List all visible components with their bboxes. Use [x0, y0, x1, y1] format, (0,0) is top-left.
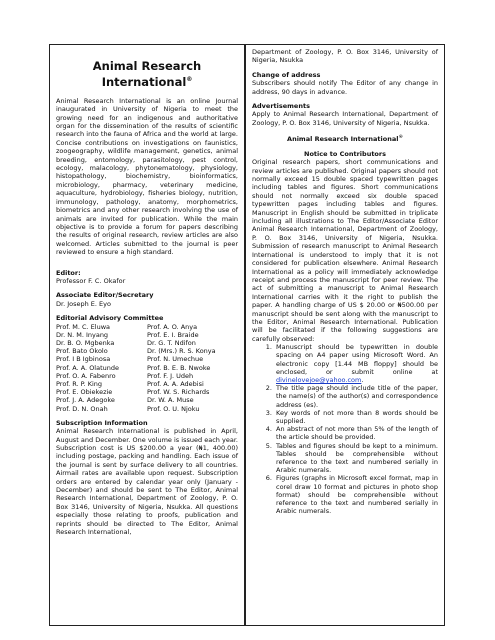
advertisements-heading: Advertisements	[252, 102, 310, 111]
list-item	[274, 343, 438, 384]
email-link[interactable]: divinelovejoe@yahoo.com	[276, 375, 362, 384]
committee-member: Prof. A. A. Olatunde	[56, 363, 120, 372]
notice-text: Original research papers, short communications and review articles are published. Original papers should not normally exceed 15 double spaced typewritten pages including tables and figures. Short communications should not normally exceed six double spaced typewritten pages including tables and figures. Manuscript in English should be submitted in triplicate including all illustrations to The Editor/Associate Editor Animal Research International, Department of Zoology, P. O. Box 3146, University of Nigeria, Nsukka. Submission of research manuscript to Animal Research International is understood to imply that it is not considered for publication elsewhere. Animal Research International as a policy will immediately acknowledge receipt and process the manuscript for peer review. The act of submitting a manuscript to Animal Research International carries with it the right to publish the paper. A handling charge of US $ 20.00 or ₦500.00 per manuscript should be sent along with the manuscript to the Editor, Animal Research International. Publication will be facilitated if the following suggestions are carefully observed:	[252, 158, 438, 343]
associate-editor-heading: Associate Editor/Secretary	[56, 291, 154, 300]
item-1-text: Manuscript should be typewritten in double spacing on A4 paper using Microsoft Word. An electronic copy [1.44 MB floppy] should be enclosed, or submit online at	[276, 343, 438, 376]
committee-heading: Editorial Advisory Committee	[56, 314, 164, 323]
suggestions-list	[252, 343, 438, 515]
left-column	[49, 44, 245, 626]
committee-member: Dr. W. A. Muse	[147, 396, 194, 405]
registered-mark: ®	[186, 76, 193, 83]
committee-member: Prof. A. O. Anya	[147, 322, 198, 331]
intro-paragraph: Animal Research International is an online Journal inaugurated in University of Nigeria to meet the growing need for an indigenous and authoritative organ for the dissemination of the results of scientific research into the fauna of Africa and the world at large. Concise contributions on investigations on faunistics, zoogeography, wildlife management, genetics, animal breeding, entomology, parasitology, pest control, ecology, malacology, phytonematology, physiology, histopathology, biochemistry, bioinformatics, microbiology, pharmacy, veterinary medicine, aquaculture, hydrobiology, fisheries biology, nutrition, immunology, pathology, anatomy, morphometrics, biometrics and any other research involving the use of animals are invited for publication. While the main objective is to provide a forum for papers describing the results of original research, review articles are also welcomed. Articles submitted to the journal is peer reviewed to ensure a high standard.	[56, 96, 238, 257]
list-item: 4. An abstract of not more than 5% of the length of the article should be provided.	[274, 425, 438, 441]
associate-editor-name: Dr. Joseph E. Eyo	[56, 299, 111, 308]
list-item: 3. Key words of not more than 8 words should be supplied.	[274, 409, 438, 425]
committee-member: Prof. E. I. Braide	[147, 330, 199, 339]
committee-member: Prof. B. E. B. Nwoke	[147, 363, 211, 372]
committee-member: Prof. D. N. Onah	[56, 404, 108, 413]
right-column	[245, 44, 445, 626]
committee-member: Prof. F. J. Udeh	[147, 371, 194, 380]
change-of-address-heading: Change of address	[252, 70, 321, 79]
change-of-address-text: Subscribers should notify The Editor of any change in address, 90 days in advance.	[252, 79, 438, 96]
committee-member: Prof. R. P. King	[56, 380, 103, 388]
committee-member: Prof. E. Obiekezie	[56, 388, 113, 397]
notice-heading: Notice to Contributors	[304, 149, 386, 158]
list-item: 5. Tables and figures should be kept to a minimum. Tables should be comprehensible without reference to the text and numbered serially in Arabic numerals.	[274, 442, 438, 475]
journal-name: Animal Research International	[287, 135, 399, 144]
committee-member: Prof. M. C. Eluwa	[56, 322, 111, 331]
committee-member: Dr. N. M. Inyang	[56, 330, 109, 339]
committee-member: Prof. O. A. Fabenro	[56, 371, 116, 380]
committee-member: Prof. A. A. Adebisi	[147, 380, 204, 388]
journal-title	[56, 59, 238, 89]
committee-list	[56, 323, 238, 413]
journal-name-heading	[252, 134, 438, 144]
item-1-end: .	[361, 375, 364, 384]
continued-address: Department of Zoology, P. O. Box 3146, University of Nigeria, Nsukka	[252, 48, 438, 65]
subscription-text: Animal Research International is published in April, August and December. One volume is issued each year. Subscription cost is US $200.00 a year (₦1, 400.00) including postage, packing and handling. Each issue of the journal is sent by surface delivery to all countries. Airmail rates are available upon request. Subscription orders are entered by calendar year only (January - December) and should be sent to The Editor, Animal Research International, Department of Zoology, P. O. Box 3146, University of Nigeria, Nsukka. All questions especially those relating to proofs, publication and reprints should be directed to The Editor, Animal Research International,	[56, 427, 238, 537]
list-item: 6. Figures (graphs in Microsoft excel format, map in corel draw 10 format and pictures in photo shop format) should be comprehensible without reference to the text and numbered serially in Arabic numerals.	[274, 474, 438, 515]
committee-member: Dr. (Mrs.) R. S. Konya	[147, 347, 216, 356]
editor-heading: Editor:	[56, 268, 81, 277]
committee-member: Dr. B. O. Mgbenka	[56, 338, 115, 347]
title-line-2: International	[101, 74, 187, 89]
title-line-1: Animal Research	[92, 59, 202, 73]
advertisements-text: Apply to Animal Research International, Department of Zoology, P. O. Box 3146, University of Nigeria, Nsukka.	[252, 110, 438, 127]
list-item: 2. The title page should include title of the paper, the name(s) of the author(s) and correspondence address (es).	[274, 384, 438, 409]
committee-member: Prof. N. Umechue	[147, 355, 204, 364]
committee-member: Prof. Bato Okolo	[56, 347, 108, 356]
editor-name: Professor F. C. Okafor	[56, 276, 126, 285]
committee-member: Prof. I B Igbinosa	[56, 355, 111, 364]
committee-member: Prof. W. S. Richards	[147, 388, 210, 397]
subscription-heading: Subscription Information	[56, 418, 148, 427]
committee-member: Prof. O. U. Njoku	[147, 404, 200, 413]
committee-member: Prof. J. A. Adegoke	[56, 396, 115, 405]
committee-member: Dr. G. T. Ndifon	[147, 338, 196, 347]
journal-registered-mark: ®	[398, 135, 403, 141]
